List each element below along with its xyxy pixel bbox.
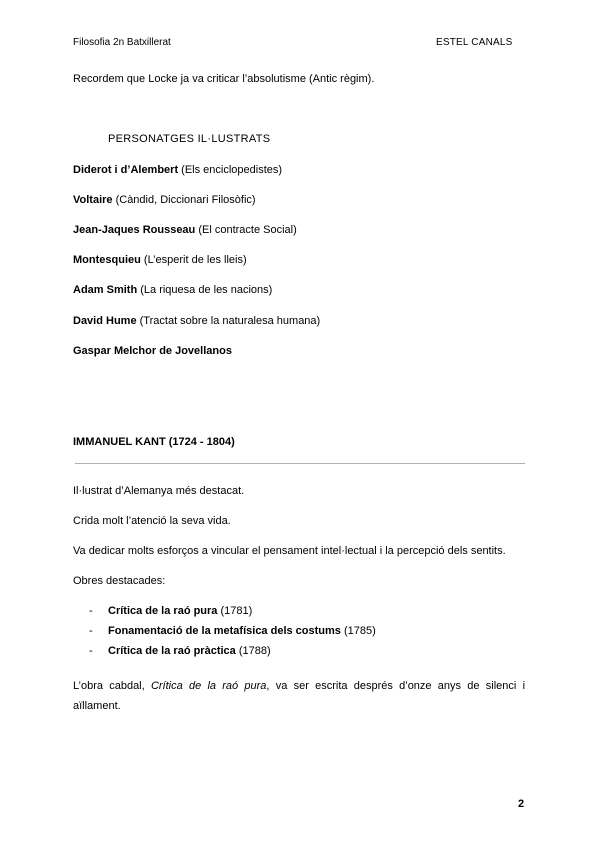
work-year: (1785) <box>340 625 376 637</box>
person-work: (La riquesa de les nacions) <box>137 284 273 296</box>
header-author: ESTEL CANALS <box>436 37 513 48</box>
work-title: Crítica de la raó pràctica <box>108 645 236 657</box>
person-name: Gaspar Melchor de Jovellanos <box>73 345 232 357</box>
person-name: Voltaire <box>73 194 113 206</box>
kant-line: Il·lustrat d’Alemanya més destacat. <box>73 485 245 497</box>
kant-title-text: IMMANUEL KANT (1724 - 1804) <box>73 436 235 448</box>
closing-before: L’obra cabdal, <box>73 680 151 692</box>
kant-line: Crida molt l’atenció la seva vida. <box>73 515 231 527</box>
work-item <box>108 605 252 617</box>
person-work: (Càndid, Diccionari Filosòfic) <box>112 194 256 206</box>
person-item <box>73 254 247 266</box>
intro-text: Recordem que Locke ja va criticar l’absolutisme (Antic règim). <box>73 73 375 85</box>
work-year: (1788) <box>235 645 271 657</box>
work-title: Crítica de la raó pura <box>108 605 218 617</box>
person-item <box>73 224 297 236</box>
person-item <box>73 194 256 206</box>
person-work: (L’esperit de les lleis) <box>140 254 247 266</box>
person-name: David Hume <box>73 315 137 327</box>
personatges-heading: PERSONATGES IL·LUSTRATS <box>108 133 271 145</box>
page-number: 2 <box>518 798 525 810</box>
person-item <box>73 284 272 296</box>
person-name: Adam Smith <box>73 284 138 296</box>
kant-line: Obres destacades: <box>73 575 166 587</box>
bullet-marker: - <box>89 625 93 637</box>
work-year: (1781) <box>217 605 253 617</box>
header-course: Filosofia 2n Batxillerat <box>73 37 171 48</box>
person-item <box>73 345 232 357</box>
kant-line: Va dedicar molts esforços a vincular el pensament intel·lectual i la percepció dels sentits. <box>73 545 506 557</box>
kant-title <box>73 436 235 448</box>
person-item <box>73 164 282 176</box>
closing-paragraph <box>73 676 525 716</box>
closing-after: , va ser escrita després d’onze anys de silenci i aïllament. <box>73 680 526 712</box>
bullet-marker: - <box>89 605 93 617</box>
person-name: Jean-Jaques Rousseau <box>73 224 196 236</box>
person-item <box>73 315 320 327</box>
person-work: (Tractat sobre la naturalesa humana) <box>136 315 321 327</box>
person-work: (El contracte Social) <box>195 224 297 236</box>
bullet-marker: - <box>89 645 93 657</box>
person-name: Montesquieu <box>73 254 141 266</box>
work-title: Fonamentació de la metafísica dels costums <box>108 625 341 637</box>
closing-italic: Crítica de la raó pura <box>150 680 267 692</box>
section-divider <box>75 463 525 464</box>
person-work: (Els enciclopedistes) <box>178 164 283 176</box>
person-name: Diderot i d’Alembert <box>73 164 179 176</box>
work-item <box>108 625 376 637</box>
work-item <box>108 645 271 657</box>
